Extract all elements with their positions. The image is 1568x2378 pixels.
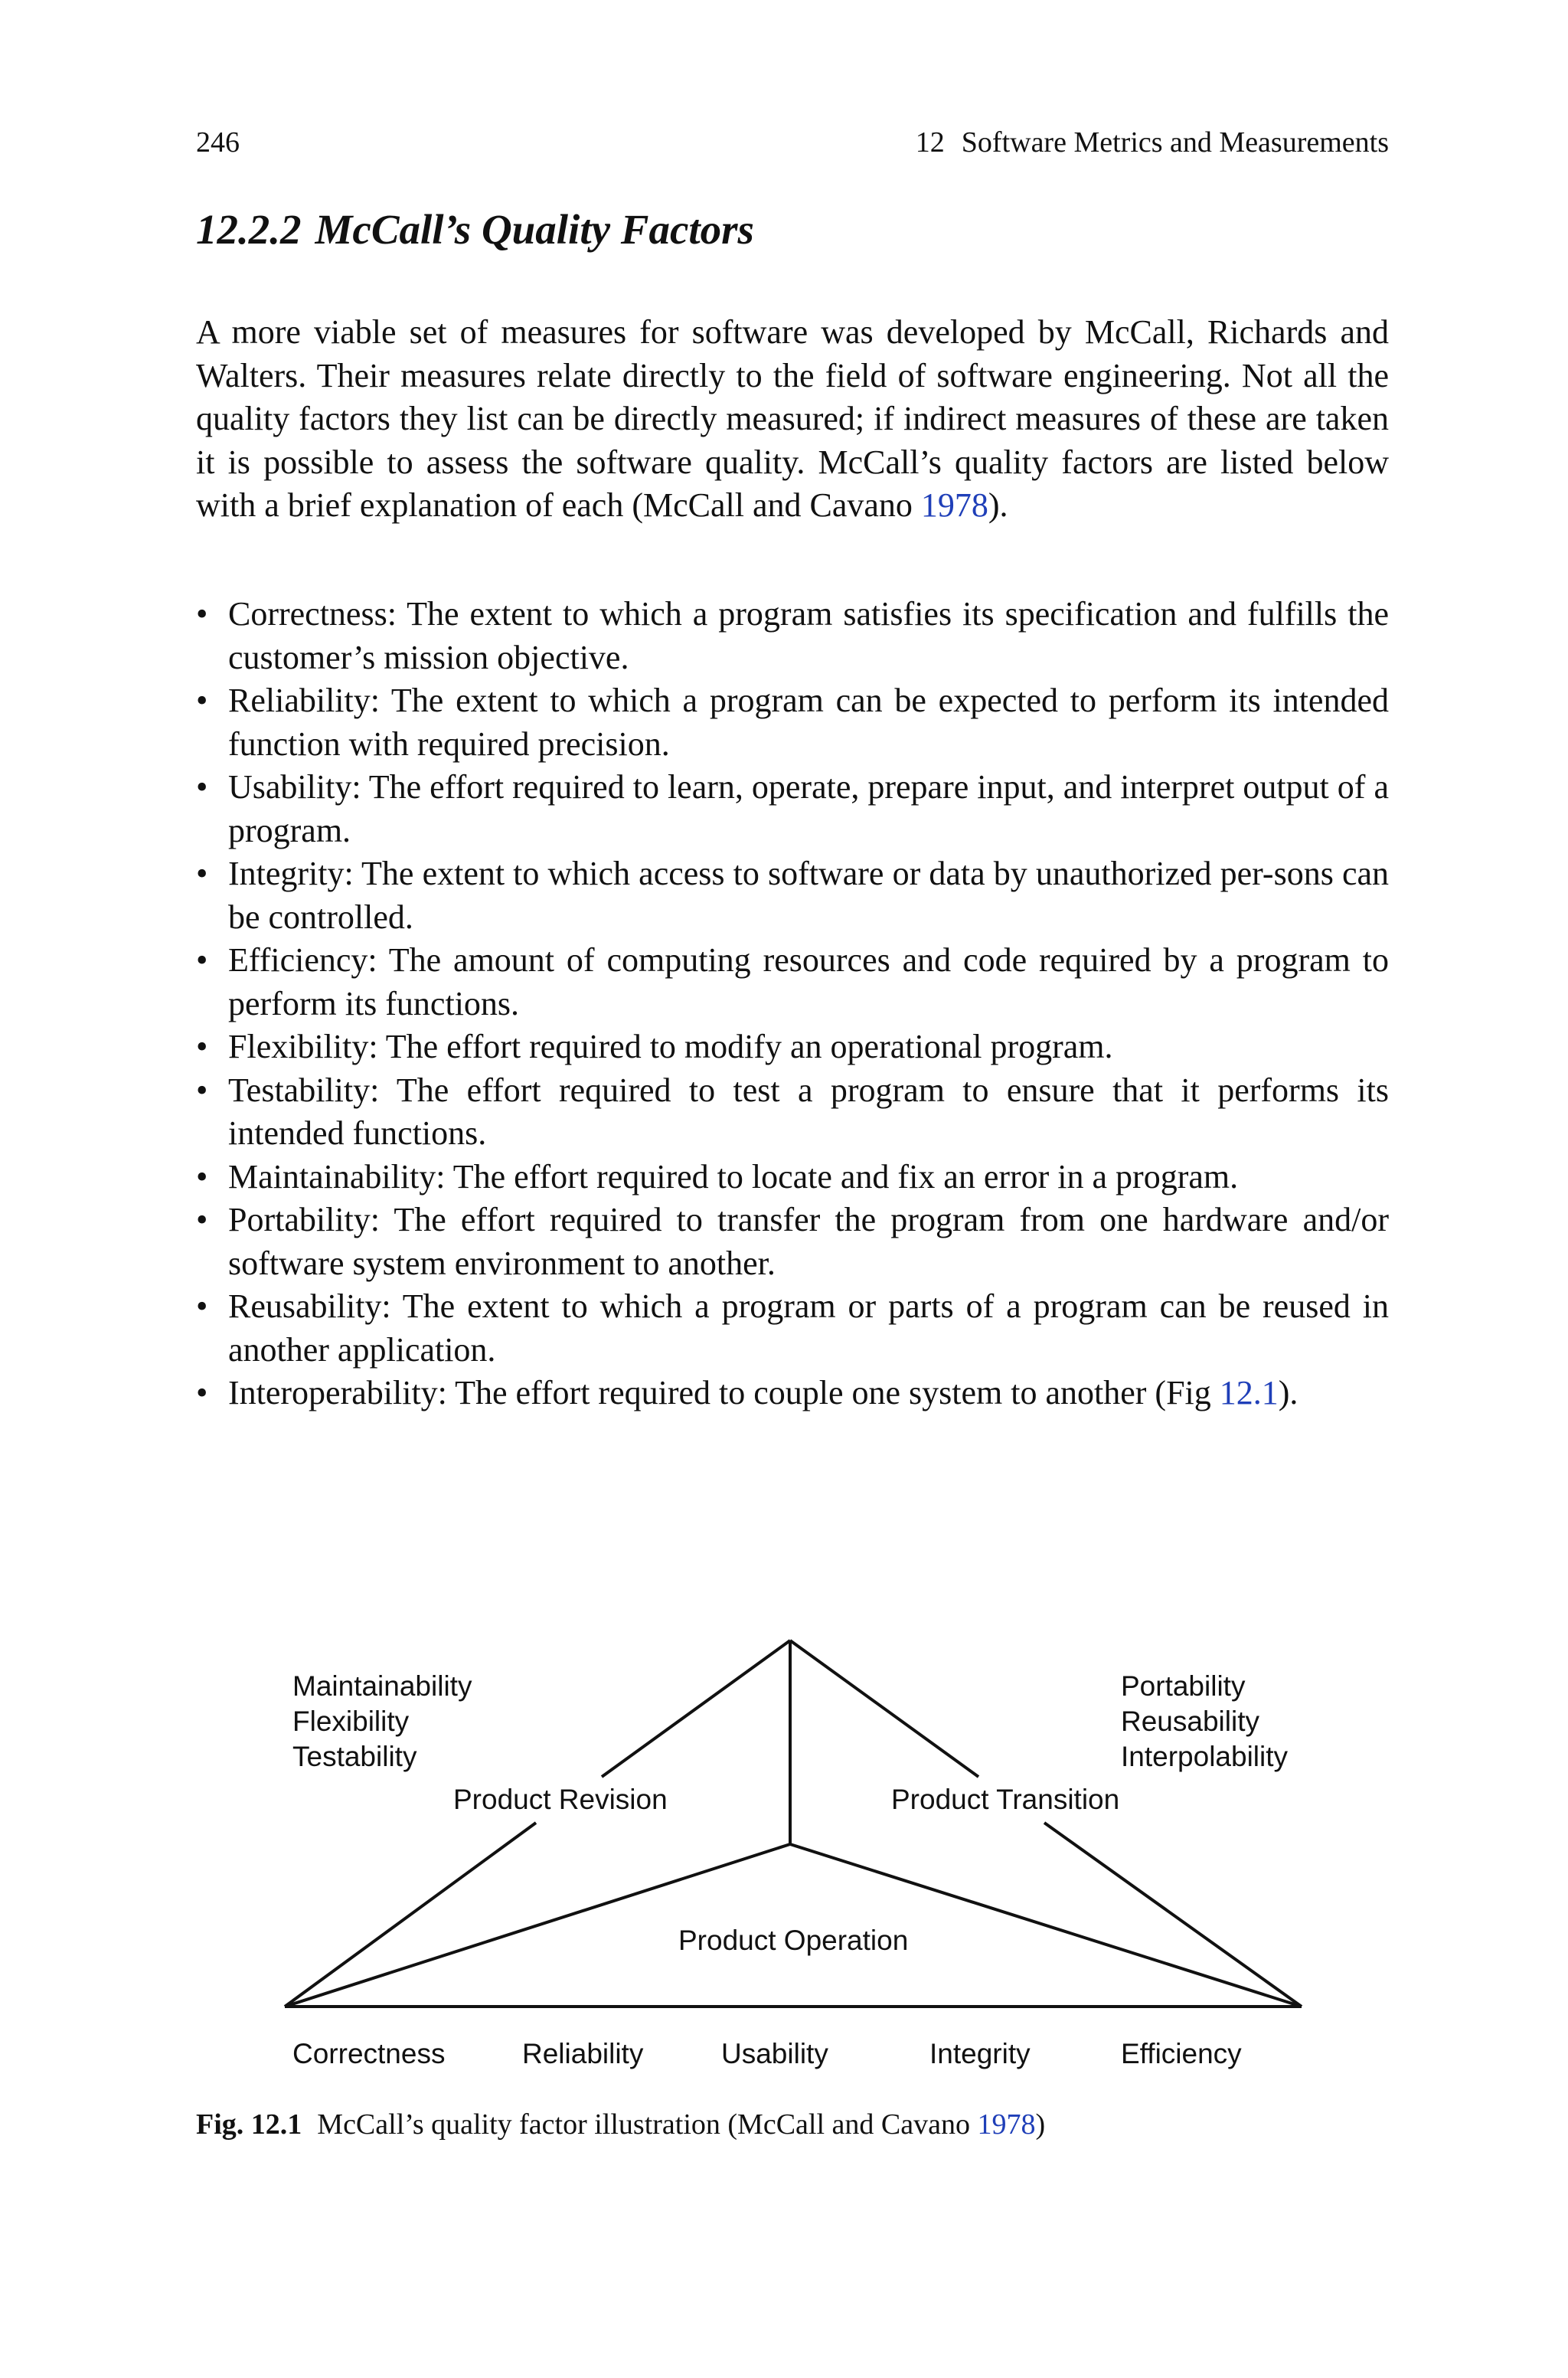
- intro-citation-link[interactable]: 1978: [920, 486, 988, 524]
- transition-factor-portability: Portability: [1121, 1670, 1246, 1702]
- intro-text: A more viable set of measures for software was developed by McCall, Richards and Walters. Their measures relate directly to the field of software engineering. Not all the quality factors they list can be directly measured; if indirect measures of these are taken it is possible to assess the software quality. McCall’s quality factors are listed below with a brief explanation of each (McCall and Cavano: [196, 313, 1389, 524]
- quality-factor-diagram: [0, 1608, 1568, 2098]
- revision-factor-flexibility: Flexibility: [292, 1706, 410, 1737]
- list-item-text: Reliability: The extent to which a program can be expected to perform its intended function with required precision.: [228, 682, 1389, 763]
- list-item-text: Maintainability: The effort required to locate and fix an error in a program.: [228, 1157, 1239, 1196]
- bullet: •: [196, 1374, 208, 1411]
- list-item-maintainability: [196, 1156, 1389, 1199]
- caption-closing: ): [1035, 2108, 1046, 2141]
- list-item-usability: [196, 766, 1389, 852]
- running-head: [916, 126, 1389, 159]
- section-title: McCall’s Quality Factors: [315, 206, 754, 253]
- section-number: 12.2.2: [196, 206, 302, 253]
- list-item-text: Flexibility: The effort required to modify an operational program.: [228, 1028, 1113, 1065]
- caption-text: McCall’s quality factor illustration (McCall and Cavano: [317, 2108, 978, 2141]
- figure-ref-link[interactable]: 12.1: [1219, 1374, 1279, 1411]
- list-item-text: Portability: The effort required to transfer the program from one hardware and/​or software system environment to another.: [228, 1201, 1389, 1282]
- apex-right-upper-edge: [790, 1640, 978, 1777]
- operation-factor-correctness: Correctness: [292, 2038, 446, 2069]
- product-revision-label: Product Revision: [453, 1784, 668, 1815]
- figure-caption: [196, 2108, 1045, 2141]
- operation-factor-usability: Usability: [721, 2038, 828, 2069]
- caption-citation-link[interactable]: 1978: [977, 2108, 1036, 2141]
- apex-right-lower-edge: [1044, 1823, 1302, 2007]
- bullet: •: [196, 682, 208, 719]
- list-item-closing: ).: [1278, 1374, 1298, 1411]
- transition-factor-interpolability: Interpolability: [1121, 1741, 1289, 1772]
- list-item-text: Interoperability: The effort required to couple one system to another (Fig: [228, 1374, 1220, 1411]
- product-transition-label: Product Transition: [891, 1784, 1120, 1815]
- bullet: •: [196, 595, 208, 633]
- list-item-flexibility: [196, 1025, 1389, 1069]
- list-item-interoperability: [196, 1372, 1389, 1415]
- bullet: •: [196, 855, 208, 892]
- list-item-portability: [196, 1199, 1389, 1285]
- transition-factor-reusability: Reusability: [1121, 1706, 1259, 1737]
- chapter-title: Software Metrics and Measurements: [961, 126, 1389, 159]
- bullet: •: [196, 1157, 208, 1196]
- revision-factor-maintainability: Maintainability: [292, 1670, 472, 1702]
- apex-left-lower-edge: [285, 1823, 536, 2007]
- bullet: •: [196, 768, 208, 806]
- bullet: •: [196, 1201, 208, 1238]
- list-item-text: Testability: The effort required to test a program to ensure that it performs its intended functions.: [228, 1071, 1389, 1152]
- bullet: •: [196, 1287, 208, 1325]
- list-item-reusability: [196, 1285, 1389, 1372]
- page-number: 246: [196, 126, 240, 159]
- list-item-reliability: [196, 679, 1389, 766]
- list-item-text: Reusability: The extent to which a program or parts of a program can be reused in another application.: [228, 1287, 1389, 1369]
- operation-factor-efficiency: Efficiency: [1121, 2038, 1242, 2069]
- intro-paragraph: [196, 311, 1389, 528]
- list-item-text: Efficiency: The amount of computing resources and code required by a program to perform its functions.: [228, 941, 1389, 1022]
- list-item-text: Correctness: The extent to which a program satisfies its specification and fulfills the customer’s mission objective.: [228, 595, 1389, 676]
- operation-factor-integrity: Integrity: [929, 2038, 1031, 2069]
- bullet: •: [196, 1071, 208, 1109]
- list-item-text: Usability: The effort required to learn, operate, prepare input, and interpret output of a program.: [228, 768, 1389, 849]
- bullet: •: [196, 941, 208, 979]
- list-item-correctness: [196, 593, 1389, 679]
- list-item-integrity: [196, 852, 1389, 939]
- intro-closing: ).: [988, 486, 1008, 524]
- list-item-efficiency: [196, 939, 1389, 1025]
- list-item-text: Integrity: The extent to which access to software or data by unauthorized per-sons can be controlled.: [228, 855, 1389, 936]
- product-operation-label: Product Operation: [678, 1925, 909, 1956]
- apex-left-upper-edge: [602, 1640, 790, 1777]
- revision-factor-testability: Testability: [292, 1741, 417, 1772]
- bullet: •: [196, 1028, 208, 1065]
- section-heading: [196, 205, 754, 254]
- chapter-number: 12: [915, 126, 945, 159]
- operation-factor-reliability: Reliability: [522, 2038, 644, 2069]
- quality-factor-list: [196, 593, 1389, 1415]
- list-item-testability: [196, 1069, 1389, 1156]
- figure-label: Fig. 12.1: [196, 2108, 302, 2141]
